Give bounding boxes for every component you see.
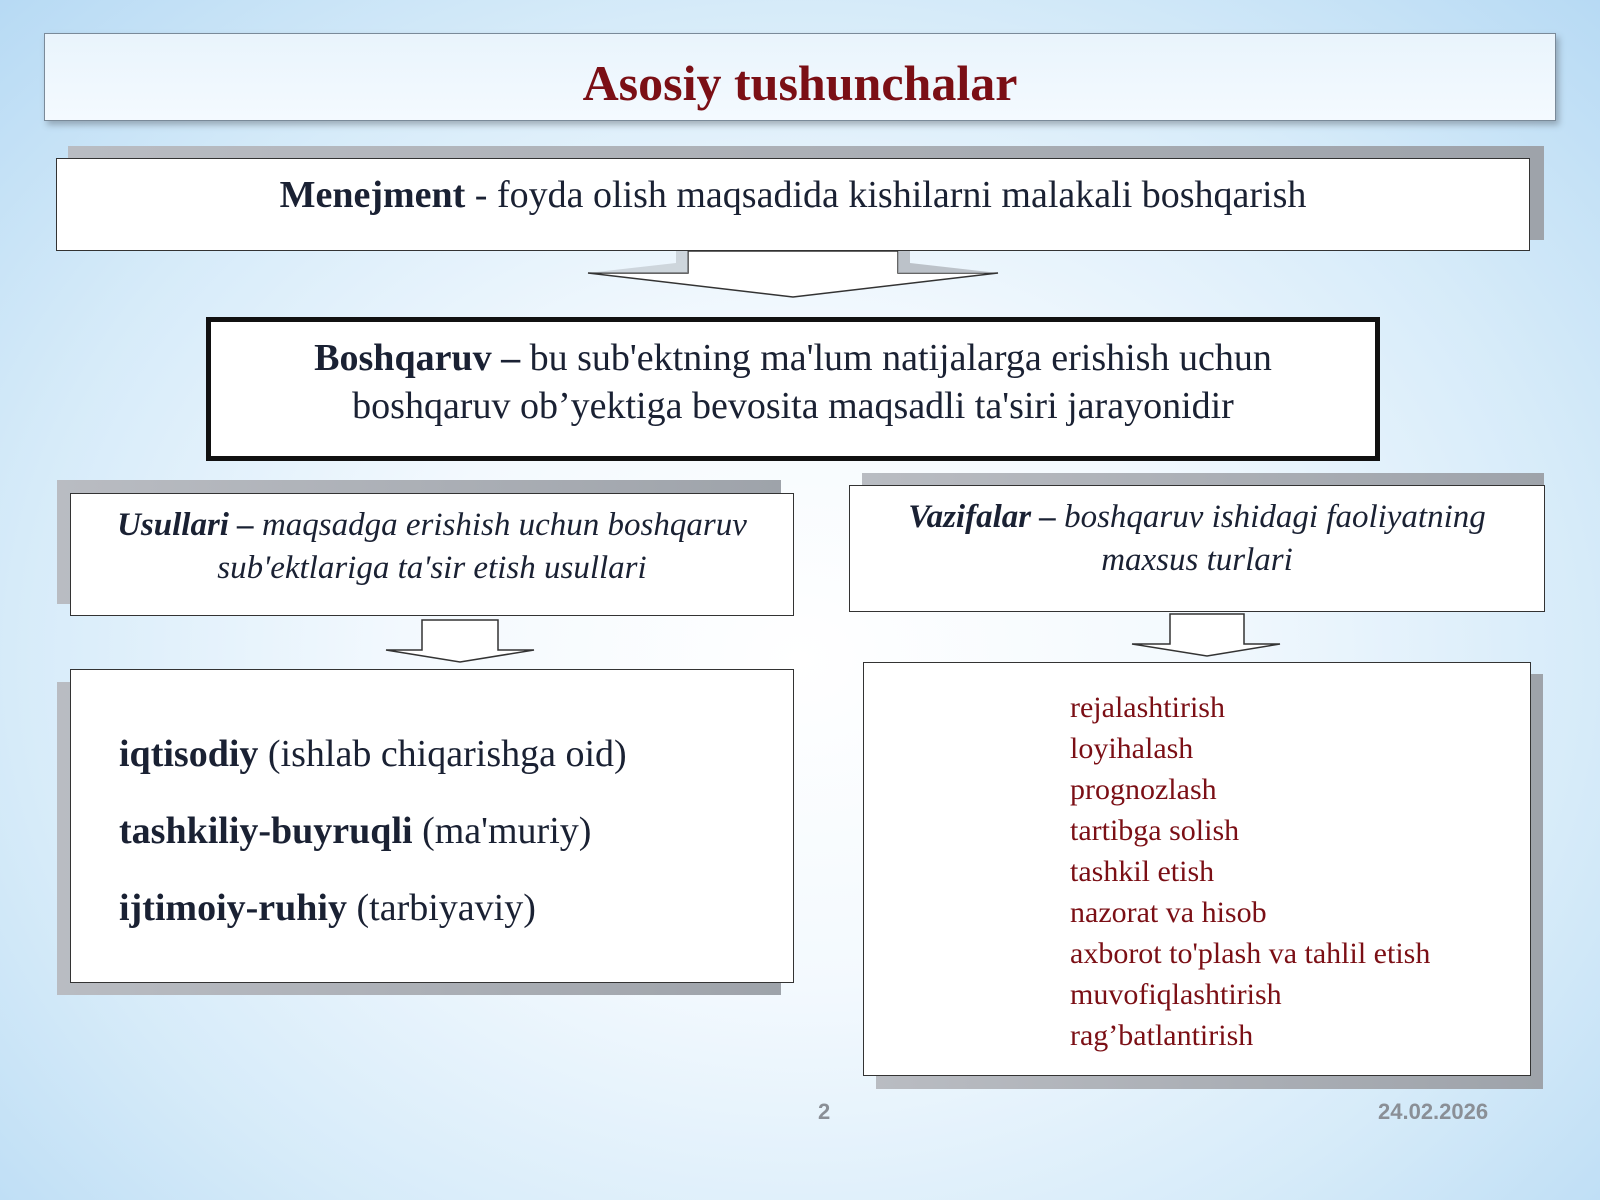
method-name: ijtimoiy-ruhiy — [119, 887, 347, 929]
vazifalar-text-line2: maxsus turlari — [1101, 542, 1293, 578]
task-item: muvofiqlashtirish — [1070, 978, 1282, 1011]
arrow-down-tasks — [1132, 614, 1282, 659]
menejment-definition — [57, 173, 1529, 217]
task-item: axborot to'plash va tahlil etish — [1070, 937, 1431, 970]
usullari-term: Usullari – — [117, 507, 254, 543]
usullari-text-line2: sub'ektlariga ta'sir etish usullari — [217, 550, 647, 586]
method-item — [119, 732, 627, 776]
vazifalar-definition-box — [849, 485, 1545, 612]
usullari-definition-box — [70, 493, 794, 616]
vazifalar-definition — [860, 496, 1534, 582]
tasks-list — [1070, 687, 1430, 1056]
menejment-definition-box — [56, 158, 1530, 251]
method-item — [119, 809, 591, 853]
usullari-definition — [81, 504, 783, 590]
method-note: (tarbiyaviy) — [346, 887, 536, 929]
task-item: tartibga solish — [1070, 814, 1240, 847]
arrow-down-methods — [386, 620, 536, 665]
boshqaruv-definition-box — [206, 317, 1380, 461]
page-number: 2 — [818, 1099, 831, 1124]
arrow-down-main — [588, 251, 1008, 301]
task-item: nazorat va hisob — [1070, 896, 1267, 929]
slide-date: 24.02.2026 — [1378, 1099, 1489, 1124]
tasks-list-box — [863, 662, 1531, 1076]
task-item: prognozlash — [1070, 773, 1217, 806]
boshqaruv-definition — [251, 334, 1335, 430]
boshqaruv-text-line2: boshqaruv ob’yektiga bevosita maqsadli ta'siri jarayonidir — [352, 385, 1234, 427]
usullari-text-line1: maqsadga erishish uchun boshqaruv — [253, 507, 747, 543]
task-item: tashkil etish — [1070, 855, 1215, 888]
boshqaruv-text-line1: bu sub'ektning ma'lum natijalarga erishish uchun — [520, 337, 1272, 379]
method-item — [119, 886, 536, 930]
method-name: iqtisodiy — [119, 733, 259, 775]
methods-list-box — [70, 669, 794, 983]
method-note: (ma'muriy) — [412, 810, 592, 852]
task-item: loyihalash — [1070, 732, 1194, 765]
method-name: tashkiliy-buyruqli — [119, 810, 413, 852]
menejment-term: Menejment — [279, 174, 466, 216]
slide-title: Asosiy tushunchalar — [582, 55, 1018, 111]
vazifalar-term: Vazifalar – — [908, 499, 1056, 535]
vazifalar-text-line1: boshqaruv ishidagi faoliyatning — [1055, 499, 1486, 535]
method-note: (ishlab chiqarishga oid) — [258, 733, 627, 775]
task-item: rag’batlantirish — [1070, 1019, 1254, 1052]
task-item: rejalashtirish — [1070, 691, 1225, 724]
menejment-text: - foyda olish maqsadida kishilarni malakali boshqarish — [465, 174, 1307, 216]
boshqaruv-term: Boshqaruv – — [314, 337, 521, 379]
